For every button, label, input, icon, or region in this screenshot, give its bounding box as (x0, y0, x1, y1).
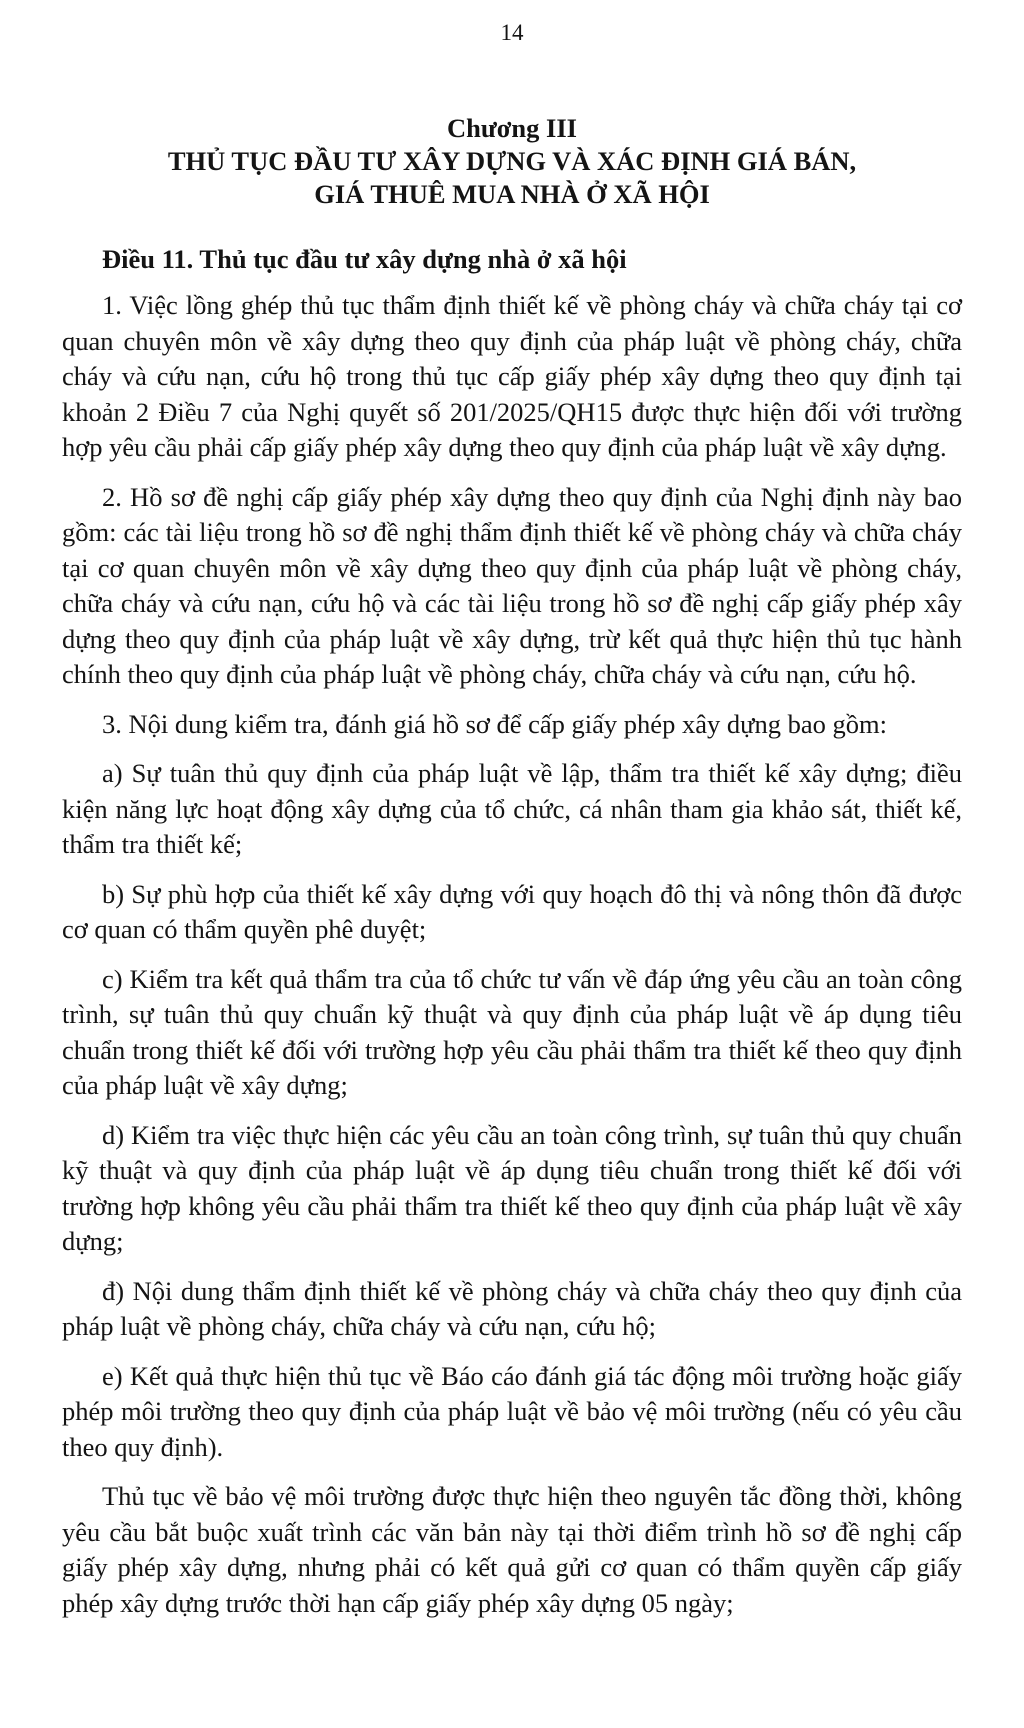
paragraph-3dd: đ) Nội dung thẩm định thiết kế về phòng cháy và chữa cháy theo quy định của pháp luật về phòng cháy, chữa cháy và cứu nạn, cứu hộ; (62, 1275, 962, 1341)
paragraph-environment: Thủ tục về bảo vệ môi trường được thực hiện theo nguyên tắc đồng thời, không yêu cầu bắt buộc xuất trình các văn bản này tại thời điểm trình hồ sơ đề nghị cấp giấy phép xây dựng, nhưng phải có kết quả gửi cơ quan có thẩm quyền cấp giấy phép xây dựng trước thời hạn cấp giấy phép xây dựng 05 ngày; (62, 1481, 962, 1618)
paragraph-3d: d) Kiểm tra việc thực hiện các yêu cầu an toàn công trình, sự tuân thủ quy chuẩn kỹ thuật và quy định của pháp luật về áp dụng tiêu chuẩn trong thiết kế đối với trường hợp không yêu cầu phải thẩm tra thiết kế theo quy định của pháp luật về xây dựng; (62, 1119, 962, 1256)
article-section (62, 243, 962, 1635)
paragraph-3c: c) Kiểm tra kết quả thẩm tra của tổ chức tư vấn về đáp ứng yêu cầu an toàn công trình, sự tuân thủ quy chuẩn kỹ thuật và quy định của pháp luật về áp dụng tiêu chuẩn trong thiết kế đối với trường hợp yêu cầu phải thẩm tra thiết kế theo quy định của pháp luật về xây dựng; (62, 963, 962, 1100)
paragraph-1: 1. Việc lồng ghép thủ tục thẩm định thiết kế về phòng cháy và chữa cháy tại cơ quan chuyên môn về xây dựng theo quy định của pháp luật về phòng cháy, chữa cháy và cứu nạn, cứu hộ trong thủ tục cấp giấy phép xây dựng theo quy định tại khoản 2 Điều 7 của Nghị quyết số 201/2025/QH15 được thực hiện đối với trường hợp yêu cầu phải cấp giấy phép xây dựng theo quy định của pháp luật về xây dựng. (62, 290, 962, 462)
chapter-title-line-1: THỦ TỤC ĐẦU TƯ XÂY DỰNG VÀ XÁC ĐỊNH GIÁ BÁN, (167, 146, 857, 176)
article-title: Điều 11. Thủ tục đầu tư xây dựng nhà ở xã hội (102, 244, 627, 274)
paragraph-3: 3. Nội dung kiểm tra, đánh giá hồ sơ để cấp giấy phép xây dựng bao gồm: (102, 708, 887, 739)
chapter-heading (62, 112, 962, 211)
paragraph-2: 2. Hồ sơ đề nghị cấp giấy phép xây dựng theo quy định của Nghị định này bao gồm: các tài liệu trong hồ sơ đề nghị thẩm định thiết kế về phòng cháy và chữa cháy tại cơ quan chuyên môn về xây dựng theo quy định của pháp luật về phòng cháy, chữa cháy và cứu nạn, cứu hộ và các tài liệu trong hồ sơ đề nghị cấp giấy phép xây dựng theo quy định của pháp luật về xây dựng, trừ kết quả thực hiện thủ tục hành chính theo quy định của pháp luật về phòng cháy, chữa cháy và cứu nạn, cứu hộ. (62, 481, 962, 689)
paragraph-3b: b) Sự phù hợp của thiết kế xây dựng với quy hoạch đô thị và nông thôn đã được cơ quan có thẩm quyền phê duyệt; (62, 878, 962, 944)
chapter-title-line-2: GIÁ THUÊ MUA NHÀ Ở XÃ HỘI (314, 179, 710, 209)
paragraph-3e: e) Kết quả thực hiện thủ tục về Báo cáo đánh giá tác động môi trường hoặc giấy phép môi trường theo quy định của pháp luật về bảo vệ môi trường (nếu có yêu cầu theo quy định). (62, 1360, 962, 1462)
chapter-label: Chương III (446, 113, 577, 143)
page-number: 14 (500, 20, 524, 45)
paragraph-3a: a) Sự tuân thủ quy định của pháp luật về lập, thẩm tra thiết kế xây dựng; điều kiện năng lực hoạt động xây dựng của tổ chức, cá nhân tham gia khảo sát, thiết kế, thẩm tra thiết kế; (62, 758, 962, 859)
